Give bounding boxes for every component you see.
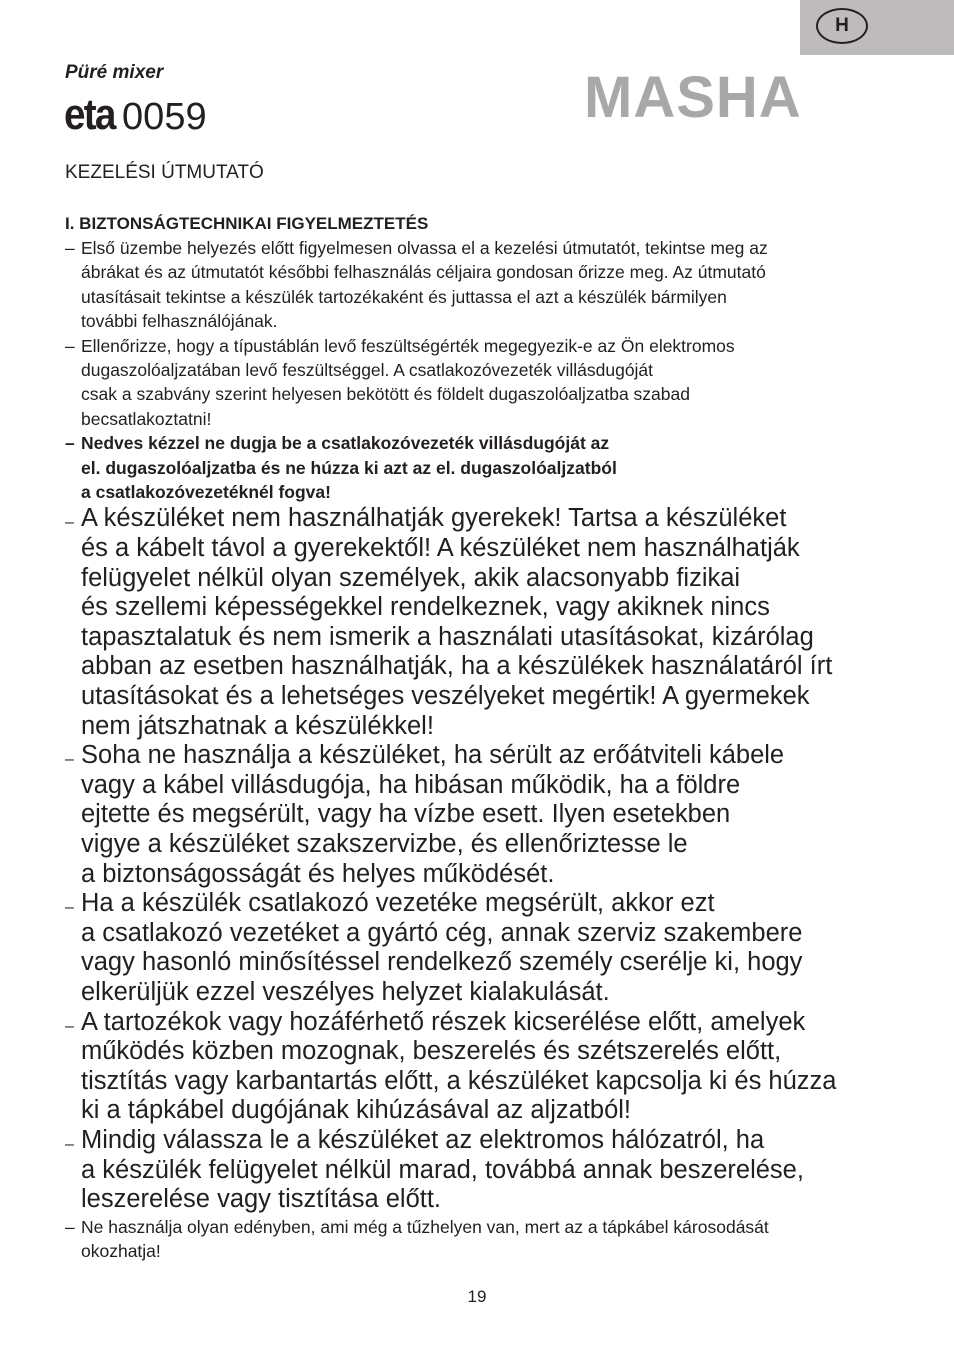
rule-text-line: ejtette és megsérült, vagy ha vízbe esett. Ilyen esetekben [81,800,731,829]
rule-text-line: vagy a kábel villásdugója, ha hibásan működik, ha a földre [81,770,741,799]
section-title: I. BIZTONSÁGTECHNIKAI FIGYELMEZTETÉS [65,214,429,233]
rule-text-line: ki a tápkábel dugójának kihúzásával az aljzatból! [81,1096,632,1125]
rule-text-line: becsatlakoztatni! [81,408,212,429]
rule-text-line: leszerelése vagy tisztítása előtt. [81,1185,442,1214]
rule-dash: – [65,899,74,917]
rule-text-line: a biztonságosságát és helyes működését. [81,859,555,888]
rule-dash: – [65,1216,75,1237]
rule-text-line: dugaszolóaljzatában levő feszültséggel. A csatlakozóvezeték villásdugóját [81,360,654,381]
rule-text-line: és a kábelt távol a gyerekektől! A készüléket nem használhatják [81,534,800,563]
rule-text-line: ábrákat és az útmutatót későbbi felhasználás céljaira gondosan őrizze meg. Az útmutató [81,262,766,283]
rule-text-line: Nedves kézzel ne dugja be a csatlakozóvezeték villásdugóját az [81,433,610,454]
safety-rules-list [65,236,895,1264]
rule-text-line: és szellemi képességekkel rendelkeznek, vagy akiknek nincs [81,593,770,622]
safety-rule [65,1008,895,1126]
rule-text-line: Soha ne használja a készüléket, ha sérült az erőátviteli kábele [81,741,785,770]
rule-text-line: Ha a készülék csatlakozó vezetéke megsérült, akkor ezt [81,889,715,918]
rule-dash: – [65,751,74,769]
rule-text-line: további felhasználójának. [81,311,278,332]
rule-dash: – [65,433,75,454]
rule-text-line: a csatlakozó vezetéket a gyártó cég, annak szerviz szakembere [81,918,803,947]
manual-title: KEZELÉSI ÚTMUTATÓ [65,162,264,183]
rule-text-line: tapasztalatuk és nem ismerik a használati utasításokat, kizárólag [81,622,814,651]
rule-dash: – [65,238,75,258]
language-tab [800,0,954,55]
safety-rule [65,741,895,889]
rule-text-line: vagy hasonló minősítéssel rendelkező személy cserélje ki, hogy [81,948,803,977]
rule-text-line: a csatlakozóvezetéknél fogva! [81,482,331,503]
rule-text-line: vigye a készüléket szakszervizbe, és ellenőriztesse le [81,830,688,858]
rule-text-line: abban az esetben használhatják, ha a készülékek használatáról írt [81,652,833,681]
rule-dash: – [65,1017,74,1035]
rule-text-line: Első üzembe helyezés előtt figyelmesen olvassa el a kezelési útmutatót, tekintse meg az [81,238,768,258]
brand-logo: eta [64,90,115,139]
safety-rule [65,1126,895,1215]
rule-text-line: Ellenőrizze, hogy a típustáblán levő feszültségérték megegyezik-e az Ön elektromos [81,335,735,356]
safety-rule [65,236,895,334]
rule-text-line: utasításait tekintse a készülék tartozékaként és juttassa el azt a készülék bármilyen [81,286,727,307]
model-number: 0059 [122,96,207,138]
product-name: MASHA [584,65,802,130]
safety-rule [65,1215,895,1264]
rule-text-line: tisztítás vagy karbantartás előtt, a készüléket kapcsolja ki és húzza [81,1066,837,1095]
page-number: 19 [467,1287,487,1306]
rule-text-line: Ne használja olyan edényben, ami még a tűzhelyen van, mert az a tápkábel károsodását [81,1216,769,1237]
rule-dash: – [65,335,75,356]
model-heading [64,90,207,140]
rule-text-line: okozhatja! [81,1241,161,1262]
safety-rule [65,334,895,432]
rule-dash: – [65,1135,74,1153]
rule-text-line: a készülék felügyelet nélkül marad, továbbá annak beszerelése, [81,1155,804,1184]
rule-text-line: A készüléket nem használhatják gyerekek! Tartsa a készüléket [81,504,787,533]
product-type: Püré mixer [65,62,164,83]
rule-text-line: Mindig válassza le a készüléket az elektromos hálózatról, ha [81,1125,765,1154]
rule-text-line: elkerüljük ezzel veszélyes helyzet kialakulását. [81,977,610,1006]
rule-text-line: nem játszhatnak a készülékkel! [81,711,434,740]
rule-text-line: A tartozékok vagy hozáférhető részek kicserélése előtt, amelyek [81,1007,806,1036]
rule-text-line: felügyelet nélkül olyan személyek, akik alacsonyabb fizikai [81,563,741,592]
rule-text-line: csak a szabvány szerint helyesen bekötött és földelt dugaszolóaljzatba szabad [81,384,690,405]
rule-dash: – [65,514,74,532]
rule-text-line: el. dugaszolóaljzatba és ne húzza ki azt az el. dugaszolóaljzatból [81,457,617,478]
rule-text-line: utasításokat és a lehetséges veszélyeket megértik! A gyermekek [81,682,810,711]
language-badge: H [816,8,868,44]
safety-rule [65,504,895,741]
safety-rule [65,889,895,1007]
safety-rule [65,431,895,504]
rule-text-line: működés közben mozognak, beszerelés és szétszerelés előtt, [81,1037,782,1066]
